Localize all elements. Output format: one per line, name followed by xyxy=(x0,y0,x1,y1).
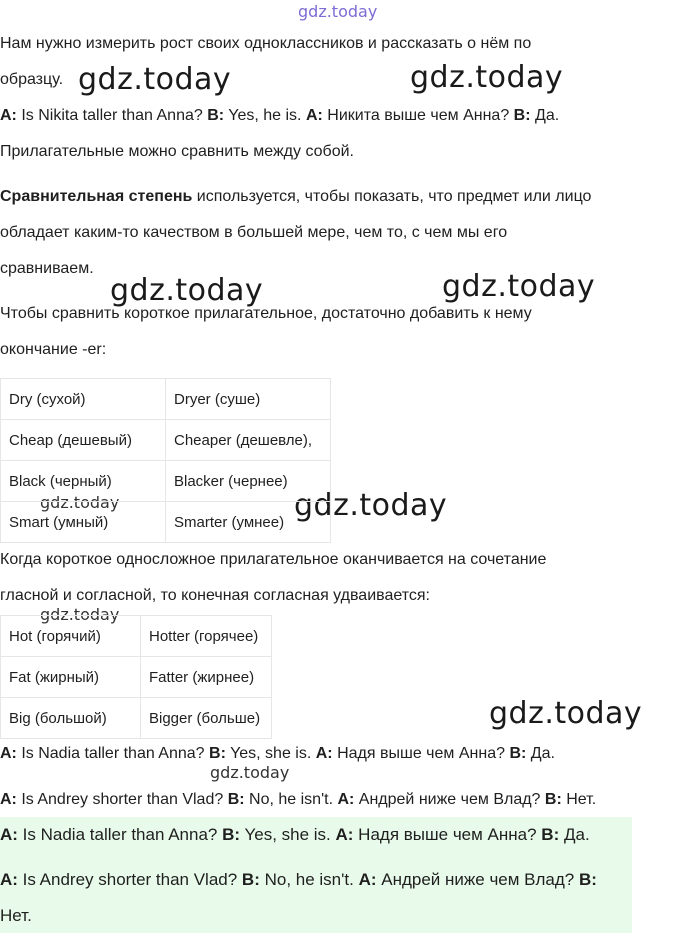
line-text: Yes, he is. xyxy=(224,107,306,124)
line-text: No, he isn't. xyxy=(244,791,338,808)
comparative-line-3: сравниваем. xyxy=(0,260,94,277)
speaker-a: A: xyxy=(337,791,355,808)
line-text: No, he isn't. xyxy=(259,870,359,889)
watermark: gdz.today xyxy=(210,763,290,782)
speaker-b: B: xyxy=(509,745,527,762)
answer-dialogue-2 xyxy=(0,862,597,898)
comparative-line-1 xyxy=(0,179,591,215)
speaker-b: B: xyxy=(209,745,226,762)
speaker-b: B: xyxy=(222,825,241,844)
line-text: Андрей ниже чем Влад? xyxy=(354,791,545,808)
table-row xyxy=(1,420,331,461)
comparative-line-2: обладает каким-то качеством в большей мере, чем то, с чем мы его xyxy=(0,224,508,241)
watermark: gdz.today xyxy=(110,273,264,308)
speaker-a: A: xyxy=(0,745,17,762)
watermark: gdz.today xyxy=(442,269,596,304)
line-text: Да. xyxy=(530,107,560,124)
line-text: Нет. xyxy=(561,791,597,808)
intro-line-1: Нам нужно измерить рост своих одноклассников и рассказать о нём по xyxy=(0,35,532,52)
speaker-a: A: xyxy=(315,745,333,762)
table-cell: Cheap (дешевый) xyxy=(1,420,166,461)
compare-line: Прилагательные можно сравнить между собой. xyxy=(0,143,354,160)
line-text: Yes, she is. xyxy=(225,745,316,762)
speaker-a: A: xyxy=(0,107,17,124)
line-text: Никита выше чем Анна? xyxy=(322,107,514,124)
speaker-b: B: xyxy=(544,791,562,808)
table-cell: Black (черный) xyxy=(1,461,166,502)
line-text: Да. xyxy=(526,745,555,762)
comparative-table xyxy=(0,378,331,543)
speaker-a: A: xyxy=(358,870,377,889)
line-text: Да. xyxy=(559,825,590,844)
speaker-b: B: xyxy=(513,107,531,124)
line-text: Надя выше чем Анна? xyxy=(353,825,542,844)
intro-line-2: образцу. xyxy=(0,71,64,88)
dialogue-1 xyxy=(0,736,555,772)
line-text: Is Nikita taller than Anna? xyxy=(16,107,208,124)
table-row xyxy=(1,657,272,698)
table-cell: Dryer (суше) xyxy=(166,379,331,420)
line-text: Is Nadia taller than Anna? xyxy=(16,745,210,762)
watermark-top: gdz.today xyxy=(298,2,378,21)
speaker-a: A: xyxy=(0,825,18,844)
double-consonant-table xyxy=(0,615,272,739)
watermark: gdz.today xyxy=(40,493,120,512)
table-cell: Blacker (чернее) xyxy=(166,461,331,502)
speaker-b: B: xyxy=(241,870,260,889)
double-line-2: гласной и согласной, то конечная согласная удваивается: xyxy=(0,587,430,604)
speaker-b: B: xyxy=(227,791,245,808)
line-text: Надя выше чем Анна? xyxy=(332,745,510,762)
watermark: gdz.today xyxy=(78,62,232,97)
table-cell: Bigger (больше) xyxy=(141,698,272,739)
table-cell: Hot (горячий) xyxy=(1,616,141,657)
table-cell: Fatter (жирнее) xyxy=(141,657,272,698)
line-text: Is Nadia taller than Anna? xyxy=(17,825,223,844)
line-text: Is Andrey shorter than Vlad? xyxy=(16,791,228,808)
table-row xyxy=(1,461,331,502)
table-cell: Hotter (горячее) xyxy=(141,616,272,657)
speaker-a: A: xyxy=(0,870,18,889)
double-line-1: Когда короткое односложное прилагательное оканчивается на сочетание xyxy=(0,551,547,568)
table-cell: Smart (умный) xyxy=(1,502,166,543)
watermark: gdz.today xyxy=(294,488,448,523)
speaker-a: A: xyxy=(0,791,17,808)
speaker-b: B: xyxy=(207,107,225,124)
answer-dialogue-2-end: Нет. xyxy=(0,906,32,925)
table-cell: Dry (сухой) xyxy=(1,379,166,420)
example-dialogue xyxy=(0,98,559,134)
table-cell: Big (большой) xyxy=(1,698,141,739)
speaker-a: A: xyxy=(305,107,323,124)
line-text: Андрей ниже чем Влад? xyxy=(376,870,579,889)
watermark: gdz.today xyxy=(410,60,564,95)
answer-dialogue-1 xyxy=(0,817,590,853)
watermark: gdz.today xyxy=(40,605,120,624)
line-text: Is Andrey shorter than Vlad? xyxy=(17,870,242,889)
table-row xyxy=(1,698,272,739)
speaker-a: A: xyxy=(335,825,354,844)
short-adj-line-1: Чтобы сравнить короткое прилагательное, достаточно добавить к нему xyxy=(0,305,532,322)
speaker-b: B: xyxy=(578,870,597,889)
watermark: gdz.today xyxy=(489,696,643,731)
dialogue-2 xyxy=(0,782,596,818)
table-row xyxy=(1,502,331,543)
comparative-term: Сравнительная степень xyxy=(0,188,193,205)
table-cell: Cheaper (дешевле), xyxy=(166,420,331,461)
short-adj-line-2: окончание -er: xyxy=(0,341,107,358)
line-text: Yes, she is. xyxy=(240,825,336,844)
comparative-text: используется, чтобы показать, что предмет или лицо xyxy=(192,188,592,205)
table-cell: Smarter (умнее) xyxy=(166,502,331,543)
speaker-b: B: xyxy=(541,825,560,844)
table-row xyxy=(1,379,331,420)
table-row xyxy=(1,616,272,657)
table-cell: Fat (жирный) xyxy=(1,657,141,698)
